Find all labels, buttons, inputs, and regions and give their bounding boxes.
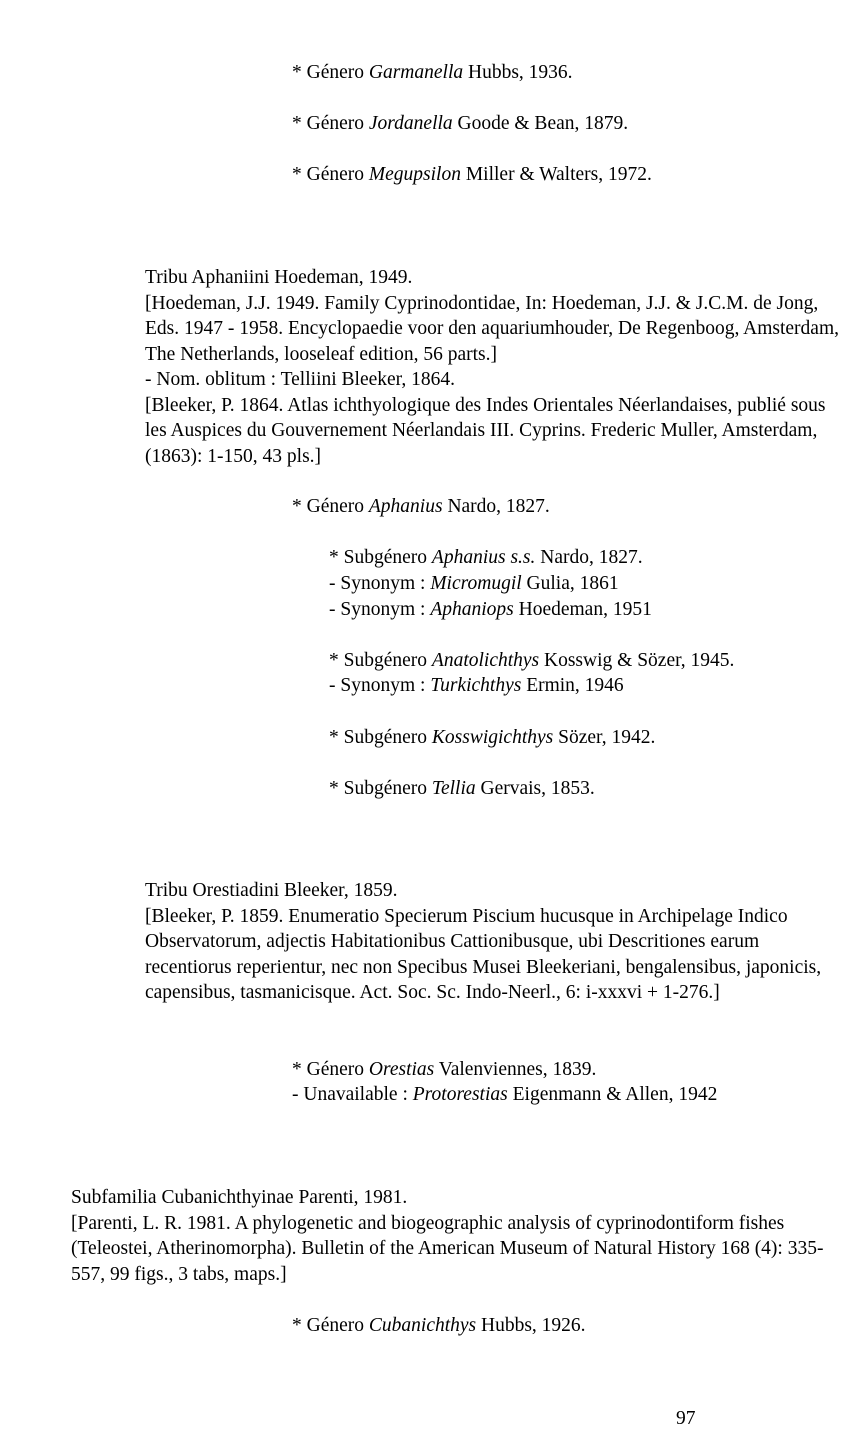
taxon-name: Aphaniops <box>430 599 514 620</box>
entry-prefix: * Género <box>292 496 369 517</box>
entry-prefix: * Género <box>292 62 369 83</box>
synonym-entry <box>329 571 619 597</box>
genus-entry <box>292 494 550 520</box>
taxon-author: Miller & Walters, 1972. <box>460 164 652 185</box>
taxon-author: Hoedeman, 1951 <box>513 599 652 620</box>
subfamily-cubanichthyinae-block <box>71 1185 841 1287</box>
tribe-reference: [Bleeker, P. 1859. Enumeratio Specierum Piscium hucusque in Archipelage Indico Observatorum, adjectis Habitationibus Cattionibusque, ubi Descritiones earum recentiorus reperientur, nec non Specibus Musei Bleekeriani, bengalensibus, japonicis, capensibus, tasmanicisque. Act. Soc. Sc. Indo-Neerl., 6: i-xxxvi + 1-276.] <box>145 905 822 1003</box>
genus-entry <box>292 162 652 188</box>
subgenus-entry <box>329 776 595 802</box>
tribe-reference: [Hoedeman, J.J. 1949. Family Cyprinodontidae, In: Hoedeman, J.J. & J.C.M. de Jong, Eds. 1947 - 1958. Encyclopaedie voor den aquariumhouder, De Regenboog, Amsterdam, The Netherlands, looseleaf edition, 56 parts.] <box>145 292 840 365</box>
taxon-author: Kosswig & Sözer, 1945. <box>539 650 735 671</box>
subfamily-reference: [Parenti, L. R. 1981. A phylogenetic and biogeographic analysis of cyprinodontiform fishes (Teleostei, Atherinomorpha). Bulletin of the American Museum of Natural History 168 (4): 335-557, 99 figs., 3 tabs, maps.] <box>71 1212 824 1285</box>
taxon-name: Micromugil <box>430 573 522 594</box>
taxon-name: Tellia <box>431 778 476 799</box>
subgenus-entry <box>329 545 643 571</box>
oblitum-reference: [Bleeker, P. 1864. Atlas ichthyologique des Indes Orientales Néerlandaises, publié sous les Auspices du Gouvernement Néerlandais III. Cyprins. Frederic Muller, Amsterdam, (1863): 1-150, 43 pls.] <box>145 394 826 467</box>
entry-prefix: - Synonym : <box>329 599 431 620</box>
entry-prefix: * Género <box>292 1059 369 1080</box>
subgenus-entry <box>329 648 734 674</box>
taxon-name: Cubanichthys <box>368 1315 477 1336</box>
nomen-oblitum: - Nom. oblitum : Telliini Bleeker, 1864. <box>145 369 456 390</box>
taxon-name: Jordanella <box>368 113 453 134</box>
synonym-entry <box>329 597 652 623</box>
taxon-author: Eigenmann & Allen, 1942 <box>507 1084 718 1105</box>
taxon-name: Megupsilon <box>368 164 461 185</box>
taxon-name: Aphanius <box>368 496 443 517</box>
taxon-name: Anatolichthys <box>431 650 540 671</box>
tribe-heading: Tribu Orestiadini Bleeker, 1859. <box>145 880 398 901</box>
entry-prefix: - Synonym : <box>329 573 431 594</box>
taxon-author: Gervais, 1853. <box>475 778 595 799</box>
taxon-author: Hubbs, 1936. <box>463 62 573 83</box>
taxon-author: Goode & Bean, 1879. <box>452 113 629 134</box>
taxon-author: Ermin, 1946 <box>521 675 624 696</box>
taxon-author: Gulia, 1861 <box>521 573 619 594</box>
taxon-name: Orestias <box>368 1059 435 1080</box>
entry-prefix: * Subgénero <box>329 727 432 748</box>
genus-entry <box>292 1313 586 1339</box>
taxon-name: Kosswigichthys <box>431 727 554 748</box>
tribe-orestiadini-block <box>145 878 845 1006</box>
entry-prefix: * Género <box>292 164 369 185</box>
tribe-aphaniini-block <box>145 265 845 469</box>
entry-prefix: - Unavailable : <box>292 1084 413 1105</box>
entry-prefix: * Subgénero <box>329 547 432 568</box>
genus-entry <box>292 111 628 137</box>
taxon-name: Turkichthys <box>430 675 522 696</box>
taxon-author: Hubbs, 1926. <box>476 1315 586 1336</box>
unavailable-entry <box>292 1082 717 1108</box>
taxon-name: Garmanella <box>368 62 464 83</box>
synonym-entry <box>329 673 624 699</box>
entry-prefix: * Subgénero <box>329 650 432 671</box>
taxon-author: Valenviennes, 1839. <box>434 1059 597 1080</box>
taxon-author: Nardo, 1827. <box>535 547 643 568</box>
page-number: 97 <box>676 1408 696 1429</box>
genus-entry <box>292 60 573 86</box>
taxon-author: Sözer, 1942. <box>553 727 656 748</box>
taxon-name: Aphanius s.s. <box>431 547 536 568</box>
genus-entry <box>292 1057 596 1083</box>
entry-prefix: * Subgénero <box>329 778 432 799</box>
subgenus-entry <box>329 725 655 751</box>
tribe-heading: Tribu Aphaniini Hoedeman, 1949. <box>145 267 413 288</box>
subfamily-heading: Subfamilia Cubanichthyinae Parenti, 1981. <box>71 1187 408 1208</box>
taxon-author: Nardo, 1827. <box>442 496 550 517</box>
taxon-name: Protorestias <box>412 1084 508 1105</box>
entry-prefix: * Género <box>292 1315 369 1336</box>
entry-prefix: * Género <box>292 113 369 134</box>
entry-prefix: - Synonym : <box>329 675 431 696</box>
